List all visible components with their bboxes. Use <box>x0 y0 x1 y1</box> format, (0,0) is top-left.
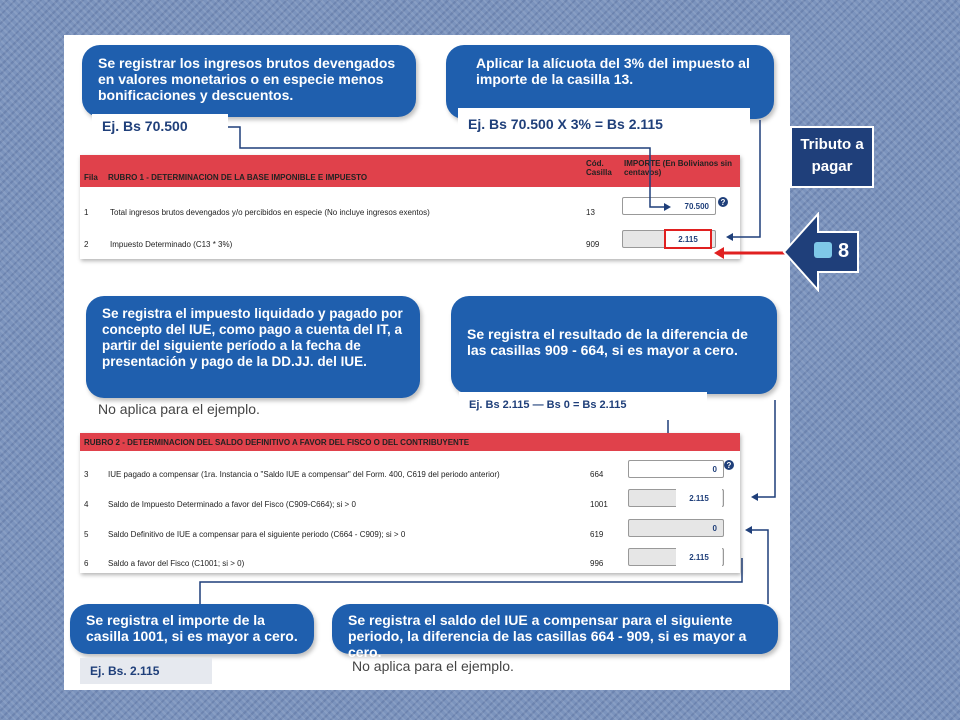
header-cod: Cód. Casilla <box>586 159 612 177</box>
value-c996: 2.115 <box>676 548 722 566</box>
example-tax-calc: Ej. Bs 70.500 X 3% = Bs 2.115 <box>458 108 750 140</box>
value-c1001: 2.115 <box>676 489 722 507</box>
row-code: 909 <box>586 239 600 249</box>
info-bubble-text: Se registra el impuesto liquidado y pagado por concepto del IUE, como pago a cuenta del IT, a partir del siguiente período a la fecha de presentación y pago de la DD.JJ. del IUE. <box>102 306 403 369</box>
header-importe: IMPORTE (En Bolivianos sin centavos) <box>624 159 733 177</box>
row-code: 13 <box>586 207 595 217</box>
highlight-c909-value: 2.115 <box>664 229 712 249</box>
header-rubro: RUBRO 1 - DETERMINACION DE LA BASE IMPONIBLE E IMPUESTO <box>108 173 368 182</box>
row-description: Saldo a favor del Fisco (C1001; si > 0) <box>108 558 245 568</box>
row-number: 4 <box>84 499 89 509</box>
row-number: 1 <box>84 207 89 217</box>
row-code: 619 <box>590 529 604 539</box>
row-description: Impuesto Determinado (C13 * 3%) <box>110 239 233 249</box>
row-description: Saldo Definitivo de IUE a compensar para el siguiente periodo (C664 - C909); si > 0 <box>108 529 406 539</box>
info-bubble-text: Aplicar la alícuota del 3% del impuesto al importe de la casilla 13. <box>476 55 750 87</box>
row-number: 6 <box>84 558 89 568</box>
info-bubble-difference <box>451 296 777 394</box>
row-description: Saldo de Impuesto Determinado a favor del Fisco (C909-C664); si > 0 <box>108 499 356 509</box>
row-code: 1001 <box>590 499 608 509</box>
tributo-a-pagar-label: Tributo a pagar <box>790 126 874 188</box>
info-bubble-text: Se registra el resultado de la diferencia de las casillas 909 - 664, si es mayor a cero. <box>467 326 748 358</box>
help-icon[interactable]: ? <box>724 460 734 470</box>
info-bubble-iue-paid <box>86 296 420 398</box>
row-number: 5 <box>84 529 89 539</box>
info-bubble-text: Se registrar los ingresos brutos devengados en valores monetarios o en especie menos bonificaciones y descuentos. <box>98 55 396 103</box>
row-number: 2 <box>84 239 89 249</box>
table-header: RUBRO 2 - DETERMINACION DEL SALDO DEFINITIVO A FAVOR DEL FISCO O DEL CONTRIBUYENTE <box>80 433 740 451</box>
input-c13[interactable]: 70.500 <box>622 197 716 215</box>
info-bubble-text: Se registra el saldo del IUE a compensar para el siguiente periodo, la diferencia de las casillas 664 - 909, si es mayor a cero. <box>348 612 747 660</box>
row-description: Total ingresos brutos devengados y/o percibidos en especie (No incluye ingresos exentos) <box>110 207 430 217</box>
header-fila: Fila <box>84 173 98 182</box>
info-bubble-text: Se registra el importe de la casilla 1001, si es mayor a cero. <box>86 612 298 644</box>
step-number: 8 <box>838 240 850 262</box>
help-icon[interactable]: ? <box>718 197 728 207</box>
example-difference: Ej. Bs 2.115 — Bs 0 = Bs 2.115 <box>459 392 707 420</box>
info-bubble-c619 <box>332 604 778 660</box>
note-not-applicable: No aplica para el ejemplo. <box>352 658 514 674</box>
row-description: IUE pagado a compensar (1ra. Instancia o "Saldo IUE a compensar" del Form. 400, C619 del periodo anterior) <box>108 469 500 479</box>
input-c664[interactable]: 0 <box>628 460 724 478</box>
row-number: 3 <box>84 469 89 479</box>
example-c1001: Ej. Bs. 2.115 <box>80 658 212 684</box>
input-c619[interactable]: 0 <box>628 519 724 537</box>
row-code: 664 <box>590 469 604 479</box>
form-table-rubro2 <box>80 433 740 573</box>
row-code: 996 <box>590 558 604 568</box>
note-not-applicable: No aplica para el ejemplo. <box>98 401 260 417</box>
pointing-hand-arrow-icon <box>782 212 862 292</box>
example-gross-income: Ej. Bs 70.500 <box>92 114 228 140</box>
info-bubble-c1001 <box>70 604 314 654</box>
